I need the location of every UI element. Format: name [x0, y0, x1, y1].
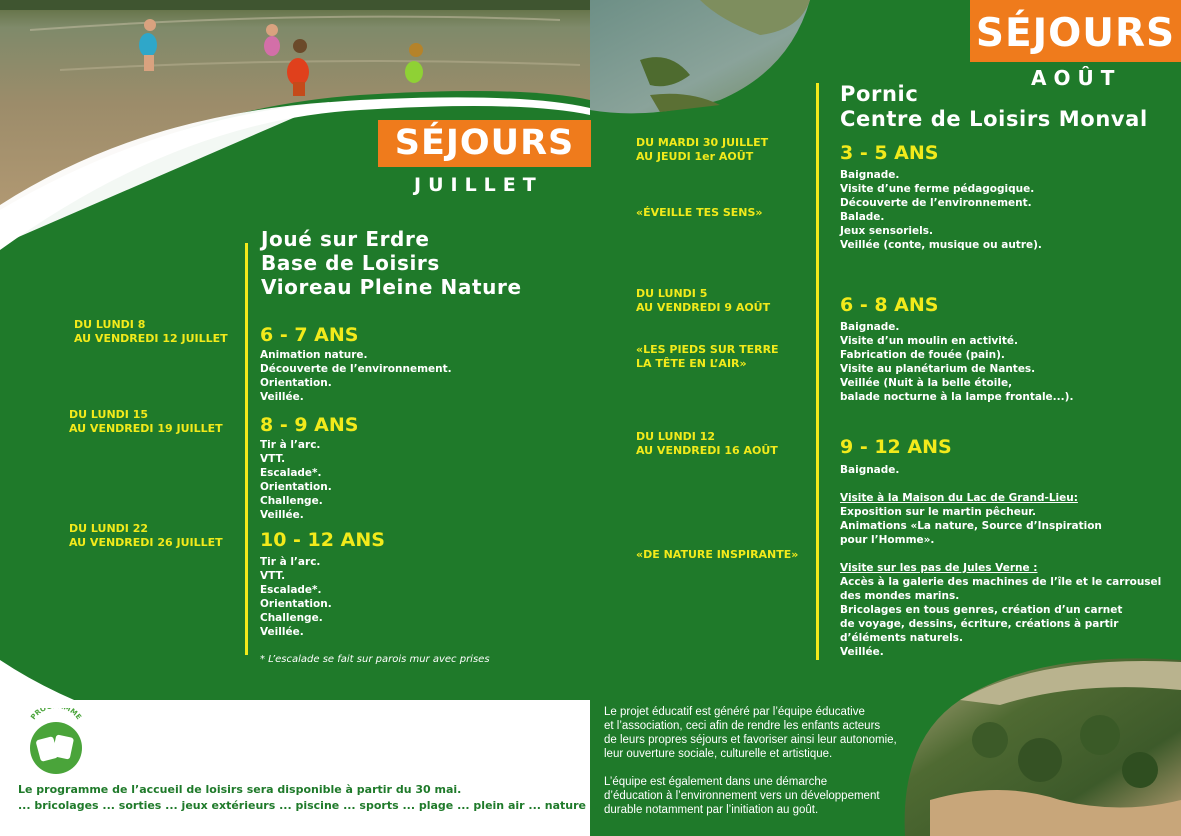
activity: d’éléments naturels.: [840, 632, 964, 644]
activity: Fabrication de fouée (pain).: [840, 349, 1005, 361]
paragraph-line: et l’association, ceci afin de rendre les enfants acteurs: [604, 720, 881, 732]
aout-venue-line: Centre de Loisirs Monval: [840, 107, 1148, 131]
date-line: DU LUNDI 8: [74, 318, 146, 331]
aout-divider: [816, 83, 819, 660]
date-line: AU VENDREDI 9 AOÛT: [636, 301, 771, 314]
date-line: AU VENDREDI 16 AOÛT: [636, 444, 778, 457]
project-paragraph-1: [604, 705, 897, 761]
juillet-month: JUILLET: [414, 174, 543, 196]
activity: Visite au planétarium de Nantes.: [840, 363, 1036, 375]
date-line: AU VENDREDI 19 JUILLET: [69, 422, 223, 435]
footer-line: ... bricolages ... sorties ... jeux extérieurs ... piscine ... sports ... plage ... plein air ... nature ...: [18, 799, 603, 812]
activity: de voyage, dessins, écriture, créations à partir: [840, 618, 1119, 630]
activity: Baignade.: [840, 321, 900, 333]
programme-logo: [0, 708, 112, 780]
activity: des mondes marins.: [840, 590, 960, 602]
aout-venue-line: Pornic: [840, 82, 919, 106]
paragraph-line: durable notamment par l’initiation au goût.: [604, 804, 819, 816]
paragraph-line: L’équipe est également dans une démarche: [604, 776, 828, 788]
logo-text: PRO MME: [29, 708, 83, 722]
activity: Visite d’un moulin en activité.: [840, 335, 1019, 347]
juillet-session-1-date: [74, 318, 228, 346]
activity: VTT.: [260, 570, 286, 582]
date-line: AU VENDREDI 26 JUILLET: [69, 536, 223, 549]
activity: Découverte de l’environnement.: [840, 197, 1032, 209]
activity: Découverte de l’environnement.: [260, 363, 452, 375]
juillet-venue-line: Joué sur Erdre: [261, 227, 430, 251]
aout-session-2-activities: [840, 320, 1073, 404]
svg-text:PROGRAMME: [29, 708, 83, 721]
juillet-venue-line: Base de Loisirs: [261, 251, 440, 275]
aout-session-1-date: [636, 136, 768, 164]
activity: Veillée (Nuit à la belle étoile,: [840, 377, 1013, 389]
theme-line: LA TÊTE EN L’AIR»: [636, 357, 747, 370]
activity: Veillée.: [260, 391, 304, 403]
aout-session-3-date: [636, 430, 778, 458]
footer-text: [18, 782, 602, 814]
activity: Veillée.: [260, 626, 304, 638]
theme-line: «ÉVEILLE TES SENS»: [636, 206, 763, 219]
paragraph-line: leur ouverture sociale, culturelle et artistique.: [604, 748, 833, 760]
activity: Baignade.: [840, 464, 900, 476]
activity: Escalade*.: [260, 584, 322, 596]
footer-line: Le programme de l’accueil de loisirs sera disponible à partir du 30 mai.: [18, 783, 462, 796]
activity: Visite d’une ferme pédagogique.: [840, 183, 1035, 195]
spacer: [840, 477, 1161, 491]
aout-month: AOÛT: [1031, 66, 1122, 90]
date-line: DU LUNDI 5: [636, 287, 708, 300]
activity: Orientation.: [260, 481, 332, 493]
aout-session-3-theme: [636, 548, 798, 562]
date-line: DU LUNDI 15: [69, 408, 149, 421]
juillet-session-2-activities: [260, 438, 332, 522]
activity: Veillée.: [840, 646, 884, 658]
activity: Accès à la galerie des machines de l’île et le carrousel: [840, 576, 1162, 588]
juillet-session-3-date: [69, 522, 223, 550]
activity: Veillée.: [260, 509, 304, 521]
juillet-divider: [245, 243, 248, 655]
aout-session-3-age: 9 - 12 ANS: [840, 436, 952, 458]
date-line: AU VENDREDI 12 JUILLET: [74, 332, 228, 345]
juillet-session-3-age: 10 - 12 ANS: [260, 529, 385, 551]
activity-heading: Visite à la Maison du Lac de Grand-Lieu:: [840, 492, 1078, 504]
activity: Bricolages en tous genres, création d’un carnet: [840, 604, 1123, 616]
activity: Escalade*.: [260, 467, 322, 479]
aout-venue: [840, 82, 1148, 132]
activity: Exposition sur le martin pêcheur.: [840, 506, 1036, 518]
juillet-session-1-activities: [260, 348, 452, 404]
project-paragraph-2: [604, 775, 880, 817]
activity: Tir à l’arc.: [260, 439, 321, 451]
juillet-session-3-activities: [260, 555, 332, 639]
juillet-venue-line: Vioreau Pleine Nature: [261, 275, 522, 299]
theme-line: «LES PIEDS SUR TERRE: [636, 343, 779, 356]
aout-session-1-activities: [840, 168, 1042, 252]
activity: Challenge.: [260, 612, 323, 624]
date-line: DU MARDI 30 JUILLET: [636, 136, 769, 149]
activity: VTT.: [260, 453, 286, 465]
aout-session-1-theme: [636, 206, 763, 220]
juillet-venue: [261, 227, 522, 299]
paragraph-line: d’éducation à l’environnement vers un développement: [604, 790, 880, 802]
paragraph-line: Le projet éducatif est généré par l’équipe éducative: [604, 706, 865, 718]
theme-line: «DE NATURE INSPIRANTE»: [636, 548, 799, 561]
juillet-session-1-age: 6 - 7 ANS: [260, 324, 359, 346]
aout-session-1-age: 3 - 5 ANS: [840, 142, 939, 164]
date-line: DU LUNDI 22: [69, 522, 149, 535]
date-line: DU LUNDI 12: [636, 430, 716, 443]
activity: Balade.: [840, 211, 885, 223]
activity: Animation nature.: [260, 349, 368, 361]
paragraph-line: de leurs propres séjours et favoriser ainsi leur autonomie,: [604, 734, 897, 746]
activity: balade nocturne à la lampe frontale...).: [840, 391, 1074, 403]
juillet-session-2-age: 8 - 9 ANS: [260, 414, 359, 436]
juillet-session-2-date: [69, 408, 223, 436]
activity: Animations «La nature, Source d’Inspiration: [840, 520, 1102, 532]
aout-session-2-theme: [636, 343, 779, 371]
escalade-footnote: * L’escalade se fait sur parois mur avec prises: [260, 654, 490, 665]
activity-heading: Visite sur les pas de Jules Verne :: [840, 562, 1038, 574]
aout-title: SÉJOURS: [970, 0, 1181, 62]
programme-cards-icon: [0, 708, 112, 780]
activity: Orientation.: [260, 377, 332, 389]
activity: Jeux sensoriels.: [840, 225, 933, 237]
aout-session-2-age: 6 - 8 ANS: [840, 294, 939, 316]
aout-session-2-date: [636, 287, 770, 315]
juillet-title: SÉJOURS: [378, 120, 591, 167]
activity: Baignade.: [840, 169, 900, 181]
spacer: [840, 547, 1161, 561]
aout-session-3-activities: [840, 463, 1161, 659]
activity: Challenge.: [260, 495, 323, 507]
activity: Orientation.: [260, 598, 332, 610]
activity: pour l’Homme».: [840, 534, 935, 546]
date-line: AU JEUDI 1er AOÛT: [636, 150, 754, 163]
activity: Veillée (conte, musique ou autre).: [840, 239, 1042, 251]
activity: Tir à l’arc.: [260, 556, 321, 568]
